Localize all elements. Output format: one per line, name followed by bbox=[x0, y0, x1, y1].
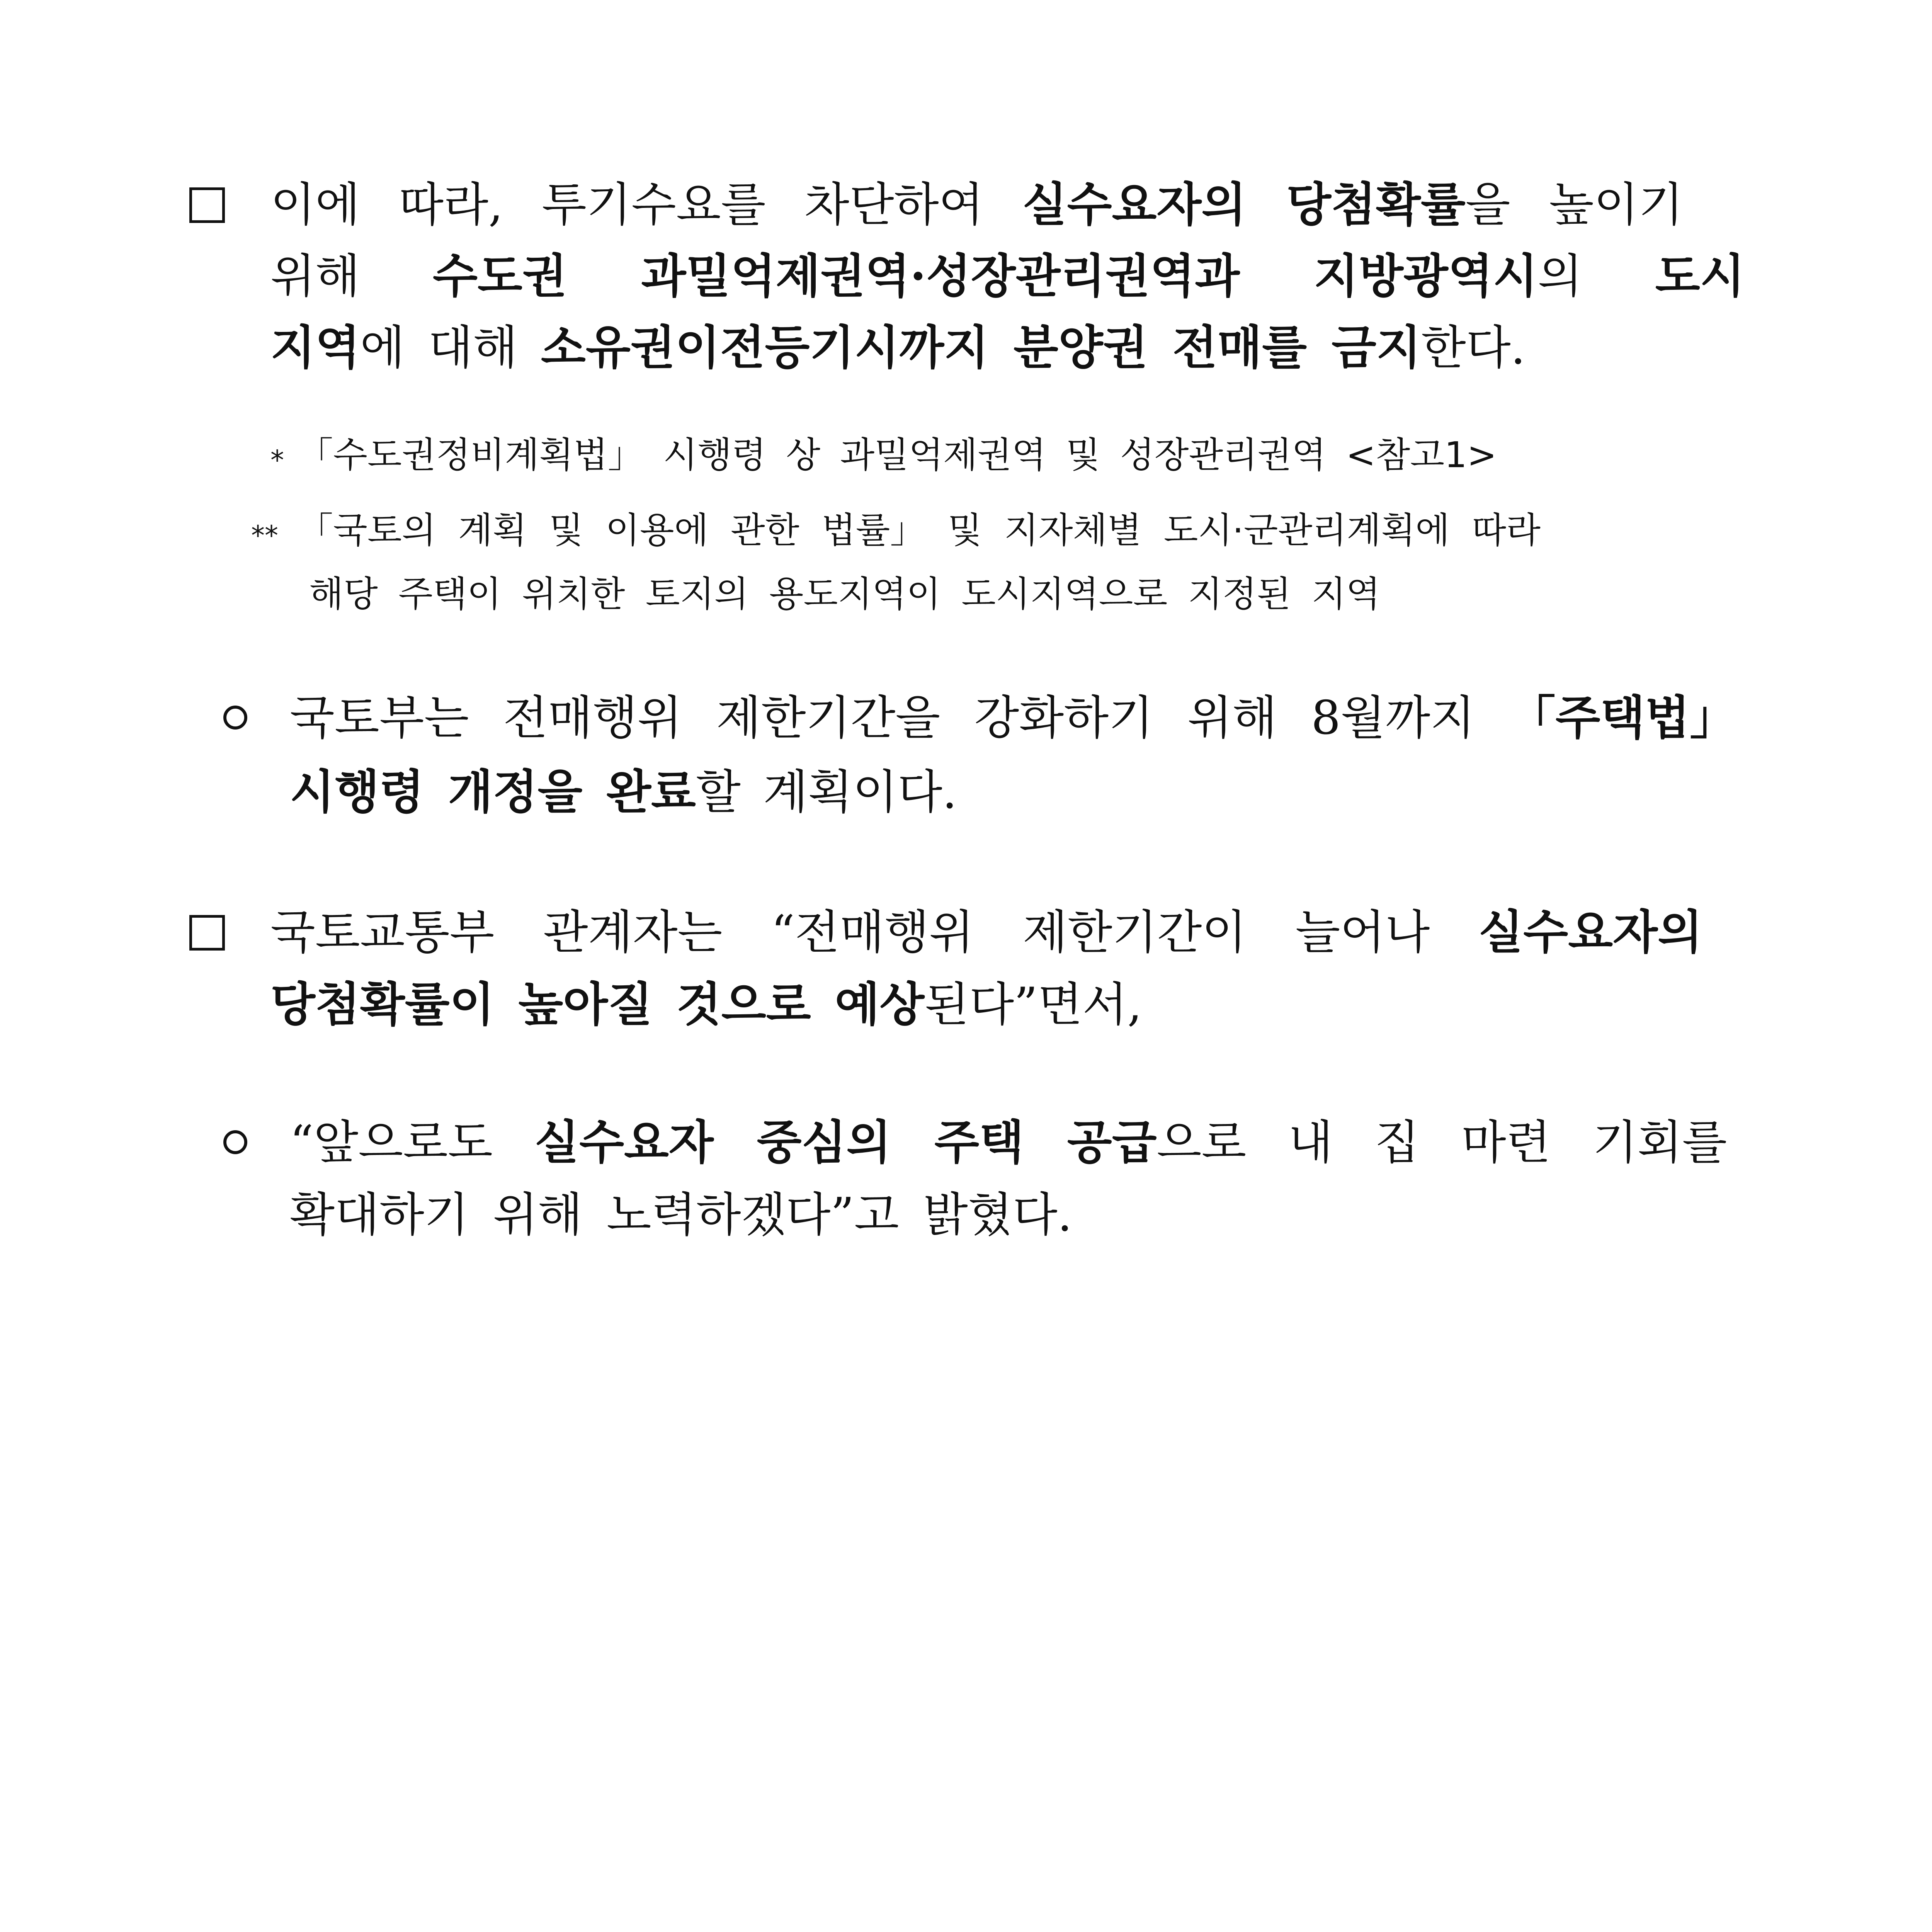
p3-line2: 당첨확률이 높아질 것으로 예상된다”면서, bbox=[270, 977, 1142, 1032]
note-1: 「수도권정비계획법」 시행령 상 과밀억제권역 및 성장관리권역 <참고1> bbox=[298, 434, 1497, 476]
checkbox-bullet bbox=[189, 915, 225, 951]
checkbox-bullet bbox=[189, 187, 225, 223]
circle-bullet bbox=[223, 706, 247, 730]
p2-line2: 시행령 개정을 완료할 계획이다. bbox=[290, 765, 957, 819]
p4-line1: “앞으로도 실수요자 중심의 주택 공급으로 내 집 마련 기회를 bbox=[290, 1115, 1727, 1170]
p3-line1: 국토교통부 관계자는 “전매행위 제한기간이 늘어나 실수요자의 bbox=[270, 905, 1702, 959]
p1-line3: 지역에 대해 소유권이전등기시까지 분양권 전매를 금지한다. bbox=[270, 320, 1526, 375]
p4-line2: 확대하기 위해 노력하겠다”고 밝혔다. bbox=[290, 1188, 1072, 1242]
p2-line1: 국토부는 전매행위 제한기간을 강화하기 위해 8월까지 「주택법」 bbox=[290, 690, 1736, 745]
circle-bullet bbox=[223, 1130, 247, 1154]
note-2-line-2: 해당 주택이 위치한 토지의 용도지역이 도시지역으로 지정된 지역 bbox=[309, 573, 1381, 615]
note-marker: ** bbox=[251, 520, 278, 551]
note-2-line-1: 「국토의 계획 및 이용에 관한 법률」 및 지자체별 도시·군관리계획에 따라 bbox=[298, 510, 1541, 551]
note-marker: * bbox=[270, 444, 284, 476]
p1-line1: 이에 따라, 투기수요를 차단하여 실수요자의 당첨확률을 높이기 bbox=[270, 177, 1684, 232]
p1-line2: 위해 수도권 과밀억제권역·성장관리권역과 지방광역시의 도시 bbox=[270, 249, 1745, 303]
